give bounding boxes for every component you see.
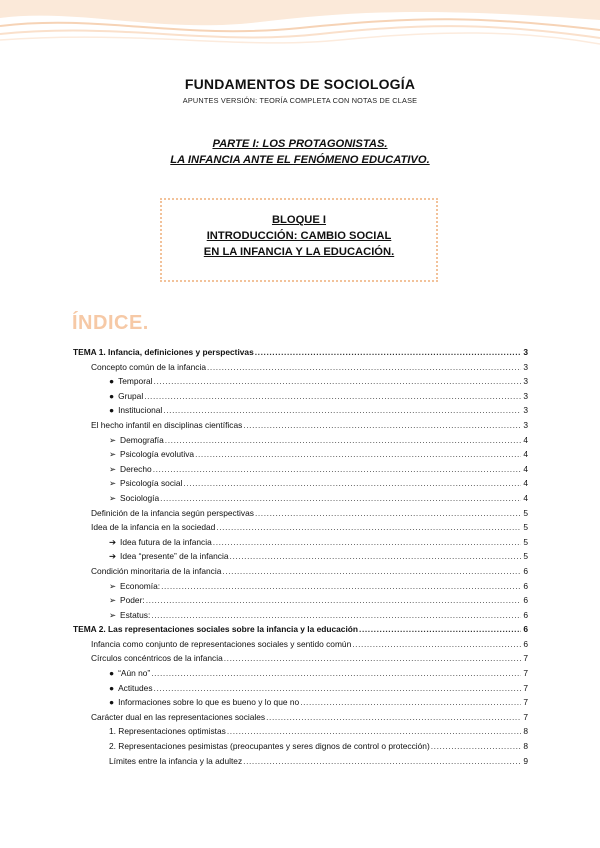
toc-entry-title xyxy=(91,639,351,649)
toc-entry[interactable] xyxy=(73,610,528,625)
toc-entry[interactable] xyxy=(73,464,528,479)
toc-entry[interactable] xyxy=(73,581,528,596)
leader-dots xyxy=(255,508,521,518)
toc-entry-title xyxy=(109,741,430,751)
toc-entry-title xyxy=(91,653,223,663)
leader-dots xyxy=(183,478,521,488)
bullet-icon: ➢ xyxy=(109,478,117,489)
toc-entry-title xyxy=(91,420,242,430)
toc-page-number: 3 xyxy=(523,390,528,401)
toc-page-number: 9 xyxy=(523,755,528,766)
toc-entry-text: Sociología xyxy=(120,492,160,503)
toc-entry-title xyxy=(73,347,254,357)
decorative-wave-header xyxy=(0,0,600,60)
toc-entry-title xyxy=(91,566,221,576)
toc-entry[interactable] xyxy=(73,449,528,464)
toc-entry[interactable] xyxy=(73,566,528,581)
toc-entry[interactable] xyxy=(73,741,528,756)
leader-dots xyxy=(163,405,521,415)
toc-entry-title xyxy=(109,683,153,693)
part-heading-line-2: LA INFANCIA ANTE EL FENÓMENO EDUCATIVO. xyxy=(170,154,430,166)
leader-dots xyxy=(160,493,521,503)
toc-entry-text: Idea “presente” de la infancia xyxy=(120,551,229,562)
leader-dots xyxy=(195,449,521,459)
toc-entry-title xyxy=(109,478,182,488)
toc-entry-text: Carácter dual en las representaciones sociales xyxy=(91,711,266,722)
leader-dots xyxy=(144,391,521,401)
toc-entry-title xyxy=(91,712,265,722)
leader-dots xyxy=(243,420,521,430)
leader-dots xyxy=(165,435,522,445)
toc-page-number: 7 xyxy=(523,653,528,664)
toc-entry[interactable] xyxy=(73,712,528,727)
toc-entry[interactable] xyxy=(73,478,528,493)
toc-entry-title xyxy=(109,391,143,401)
toc-entry-text: TEMA 2. Las representaciones sociales sobre la infancia y la educación xyxy=(73,624,359,635)
toc-entry[interactable] xyxy=(73,668,528,683)
toc-entry[interactable] xyxy=(73,376,528,391)
toc-entry-title xyxy=(109,435,164,445)
toc-entry-title xyxy=(109,581,160,591)
toc-entry-title xyxy=(91,362,206,372)
bullet-icon: ➔ xyxy=(109,536,117,547)
toc-entry[interactable] xyxy=(73,435,528,450)
toc-entry[interactable] xyxy=(73,624,528,639)
toc-entry-text: Definición de la infancia según perspectivas xyxy=(91,507,254,518)
leader-dots xyxy=(224,653,522,663)
toc-entry[interactable] xyxy=(73,726,528,741)
toc-entry-text: Poder: xyxy=(120,595,145,606)
leader-dots xyxy=(216,522,521,532)
toc-page-number: 5 xyxy=(523,522,528,533)
toc-entry-text: 1. Representaciones optimistas xyxy=(109,726,226,737)
toc-page-number: 6 xyxy=(523,565,528,576)
toc-entry-text: Estatus: xyxy=(120,609,151,620)
toc-entry[interactable] xyxy=(73,347,528,362)
toc-entry-text: Psicología evolutiva xyxy=(120,449,195,460)
bullet-icon: ➢ xyxy=(109,463,117,474)
leader-dots xyxy=(161,581,521,591)
toc-entry[interactable] xyxy=(73,508,528,523)
toc-entry[interactable] xyxy=(73,595,528,610)
toc-entry-title xyxy=(109,726,226,736)
toc-page-number: 3 xyxy=(523,419,528,430)
toc-page-number: 3 xyxy=(523,376,528,387)
part-heading-line-1: PARTE I: LOS PROTAGONISTAS. xyxy=(212,138,388,150)
toc-entry-title xyxy=(109,668,150,678)
toc-page-number: 6 xyxy=(523,624,528,635)
toc-entry-text: Condición minoritaria de la infancia xyxy=(91,565,222,576)
index-heading: ÍNDICE. xyxy=(72,312,149,334)
block-box xyxy=(160,198,438,282)
toc-entry-text: 2. Representaciones pesimistas (preocupantes y seres dignos de control o protección) xyxy=(109,741,430,752)
bullet-icon: ➢ xyxy=(109,434,117,445)
toc-page-number: 3 xyxy=(523,347,528,357)
leader-dots xyxy=(213,537,522,547)
toc-entry-text: Grupal xyxy=(118,390,144,401)
toc-page-number: 8 xyxy=(523,726,528,737)
toc-page-number: 4 xyxy=(523,434,528,445)
toc-entry-title xyxy=(109,610,150,620)
toc-page-number: 7 xyxy=(523,668,528,679)
toc-entry-title xyxy=(109,595,145,605)
toc-entry-title xyxy=(109,551,229,561)
block-line-1: BLOQUE I xyxy=(271,214,327,226)
toc-entry[interactable] xyxy=(73,362,528,377)
toc-page-number: 5 xyxy=(523,551,528,562)
bullet-icon: ➢ xyxy=(109,609,117,620)
toc-entry-text: Límites entre la infancia y la adultez xyxy=(109,755,243,766)
leader-dots xyxy=(255,347,522,357)
toc-entry[interactable] xyxy=(73,551,528,566)
leader-dots xyxy=(154,376,522,386)
bullet-icon: ➢ xyxy=(109,492,117,503)
toc-page-number: 7 xyxy=(523,711,528,722)
toc-page-number: 4 xyxy=(523,463,528,474)
toc-entry[interactable] xyxy=(73,391,528,406)
toc-entry-text: Psicología social xyxy=(120,478,183,489)
leader-dots xyxy=(151,610,521,620)
toc-entry[interactable] xyxy=(73,493,528,508)
leader-dots xyxy=(352,639,521,649)
toc-entry-text: Derecho xyxy=(120,463,152,474)
toc-page-number: 3 xyxy=(523,361,528,372)
bullet-icon: ● xyxy=(109,376,115,387)
leader-dots xyxy=(243,756,521,766)
toc-entry-text: Concepto común de la infancia xyxy=(91,361,206,372)
toc-entry-title xyxy=(109,756,242,766)
toc-page-number: 7 xyxy=(523,682,528,693)
toc-entry-text: El hecho infantil en disciplinas científicas xyxy=(91,419,243,430)
toc-entry[interactable] xyxy=(73,683,528,698)
leader-dots xyxy=(431,741,522,751)
bullet-icon: ➔ xyxy=(109,551,117,562)
leader-dots xyxy=(154,683,522,693)
bullet-icon: ● xyxy=(109,682,115,693)
leader-dots xyxy=(151,668,521,678)
toc-entry[interactable] xyxy=(73,522,528,537)
toc-entry-text: Círculos concéntricos de la infancia xyxy=(91,653,223,664)
toc-entry-title xyxy=(109,405,162,415)
bullet-icon: ● xyxy=(109,668,115,679)
block-line-3: EN LA INFANCIA Y LA EDUCACIÓN. xyxy=(203,246,395,258)
bullet-icon: ➢ xyxy=(109,595,117,606)
toc-entry-title xyxy=(91,522,215,532)
toc-entry-text: Demografía xyxy=(120,434,164,445)
toc-page-number: 4 xyxy=(523,492,528,503)
leader-dots xyxy=(227,726,521,736)
toc-entry-text: Idea de la infancia en la sociedad xyxy=(91,522,216,533)
toc-page-number: 4 xyxy=(523,478,528,489)
toc-entry-text: Temporal xyxy=(118,376,153,387)
table-of-contents xyxy=(73,347,528,770)
leader-dots xyxy=(153,464,522,474)
toc-entry-title xyxy=(73,624,358,634)
leader-dots xyxy=(146,595,522,605)
leader-dots xyxy=(207,362,521,372)
document-title: FUNDAMENTOS DE SOCIOLOGÍA xyxy=(184,76,416,92)
toc-entry-text: Actitudes xyxy=(118,682,153,693)
toc-entry-text: Informaciones sobre lo que es bueno y lo que no xyxy=(118,697,300,708)
leader-dots xyxy=(300,697,521,707)
block-line-2: INTRODUCCIÓN: CAMBIO SOCIAL xyxy=(206,230,392,242)
toc-entry-text: TEMA 1. Infancia, definiciones y perspectivas xyxy=(73,347,254,357)
bullet-icon: ● xyxy=(109,390,115,401)
toc-entry-text: Economía: xyxy=(120,580,161,591)
toc-page-number: 5 xyxy=(523,507,528,518)
toc-entry[interactable] xyxy=(73,756,528,771)
bullet-icon: ➢ xyxy=(109,580,117,591)
toc-page-number: 6 xyxy=(523,580,528,591)
leader-dots xyxy=(359,624,521,634)
toc-entry[interactable] xyxy=(73,420,528,435)
toc-entry-text: Idea futura de la infancia xyxy=(120,536,212,547)
toc-entry-title xyxy=(109,376,153,386)
toc-page-number: 8 xyxy=(523,741,528,752)
toc-entry[interactable] xyxy=(73,405,528,420)
toc-page-number: 3 xyxy=(523,405,528,416)
toc-entry-title xyxy=(109,464,152,474)
toc-entry-title xyxy=(109,537,212,547)
bullet-icon: ● xyxy=(109,697,115,708)
toc-entry-title xyxy=(91,508,254,518)
toc-page-number: 4 xyxy=(523,449,528,460)
toc-page-number: 6 xyxy=(523,595,528,606)
toc-page-number: 7 xyxy=(523,697,528,708)
toc-entry-title xyxy=(109,493,159,503)
toc-page-number: 5 xyxy=(523,536,528,547)
toc-entry-text: “Aún no” xyxy=(118,668,151,679)
toc-entry[interactable] xyxy=(73,639,528,654)
document-subtitle: APUNTES VERSIÓN: TEORÍA COMPLETA CON NOTAS DE CLASE xyxy=(182,96,418,105)
leader-dots xyxy=(266,712,521,722)
toc-page-number: 6 xyxy=(523,609,528,620)
toc-entry[interactable] xyxy=(73,697,528,712)
toc-entry[interactable] xyxy=(73,653,528,668)
toc-page-number: 6 xyxy=(523,638,528,649)
toc-entry-text: Institucional xyxy=(118,405,163,416)
bullet-icon: ● xyxy=(109,405,115,416)
leader-dots xyxy=(230,551,522,561)
leader-dots xyxy=(222,566,521,576)
part-heading xyxy=(0,136,600,168)
bullet-icon: ➢ xyxy=(109,449,117,460)
toc-entry-title xyxy=(109,449,194,459)
toc-entry[interactable] xyxy=(73,537,528,552)
toc-entry-title xyxy=(109,697,299,707)
toc-entry-text: Infancia como conjunto de representaciones sociales y sentido común xyxy=(91,638,352,649)
